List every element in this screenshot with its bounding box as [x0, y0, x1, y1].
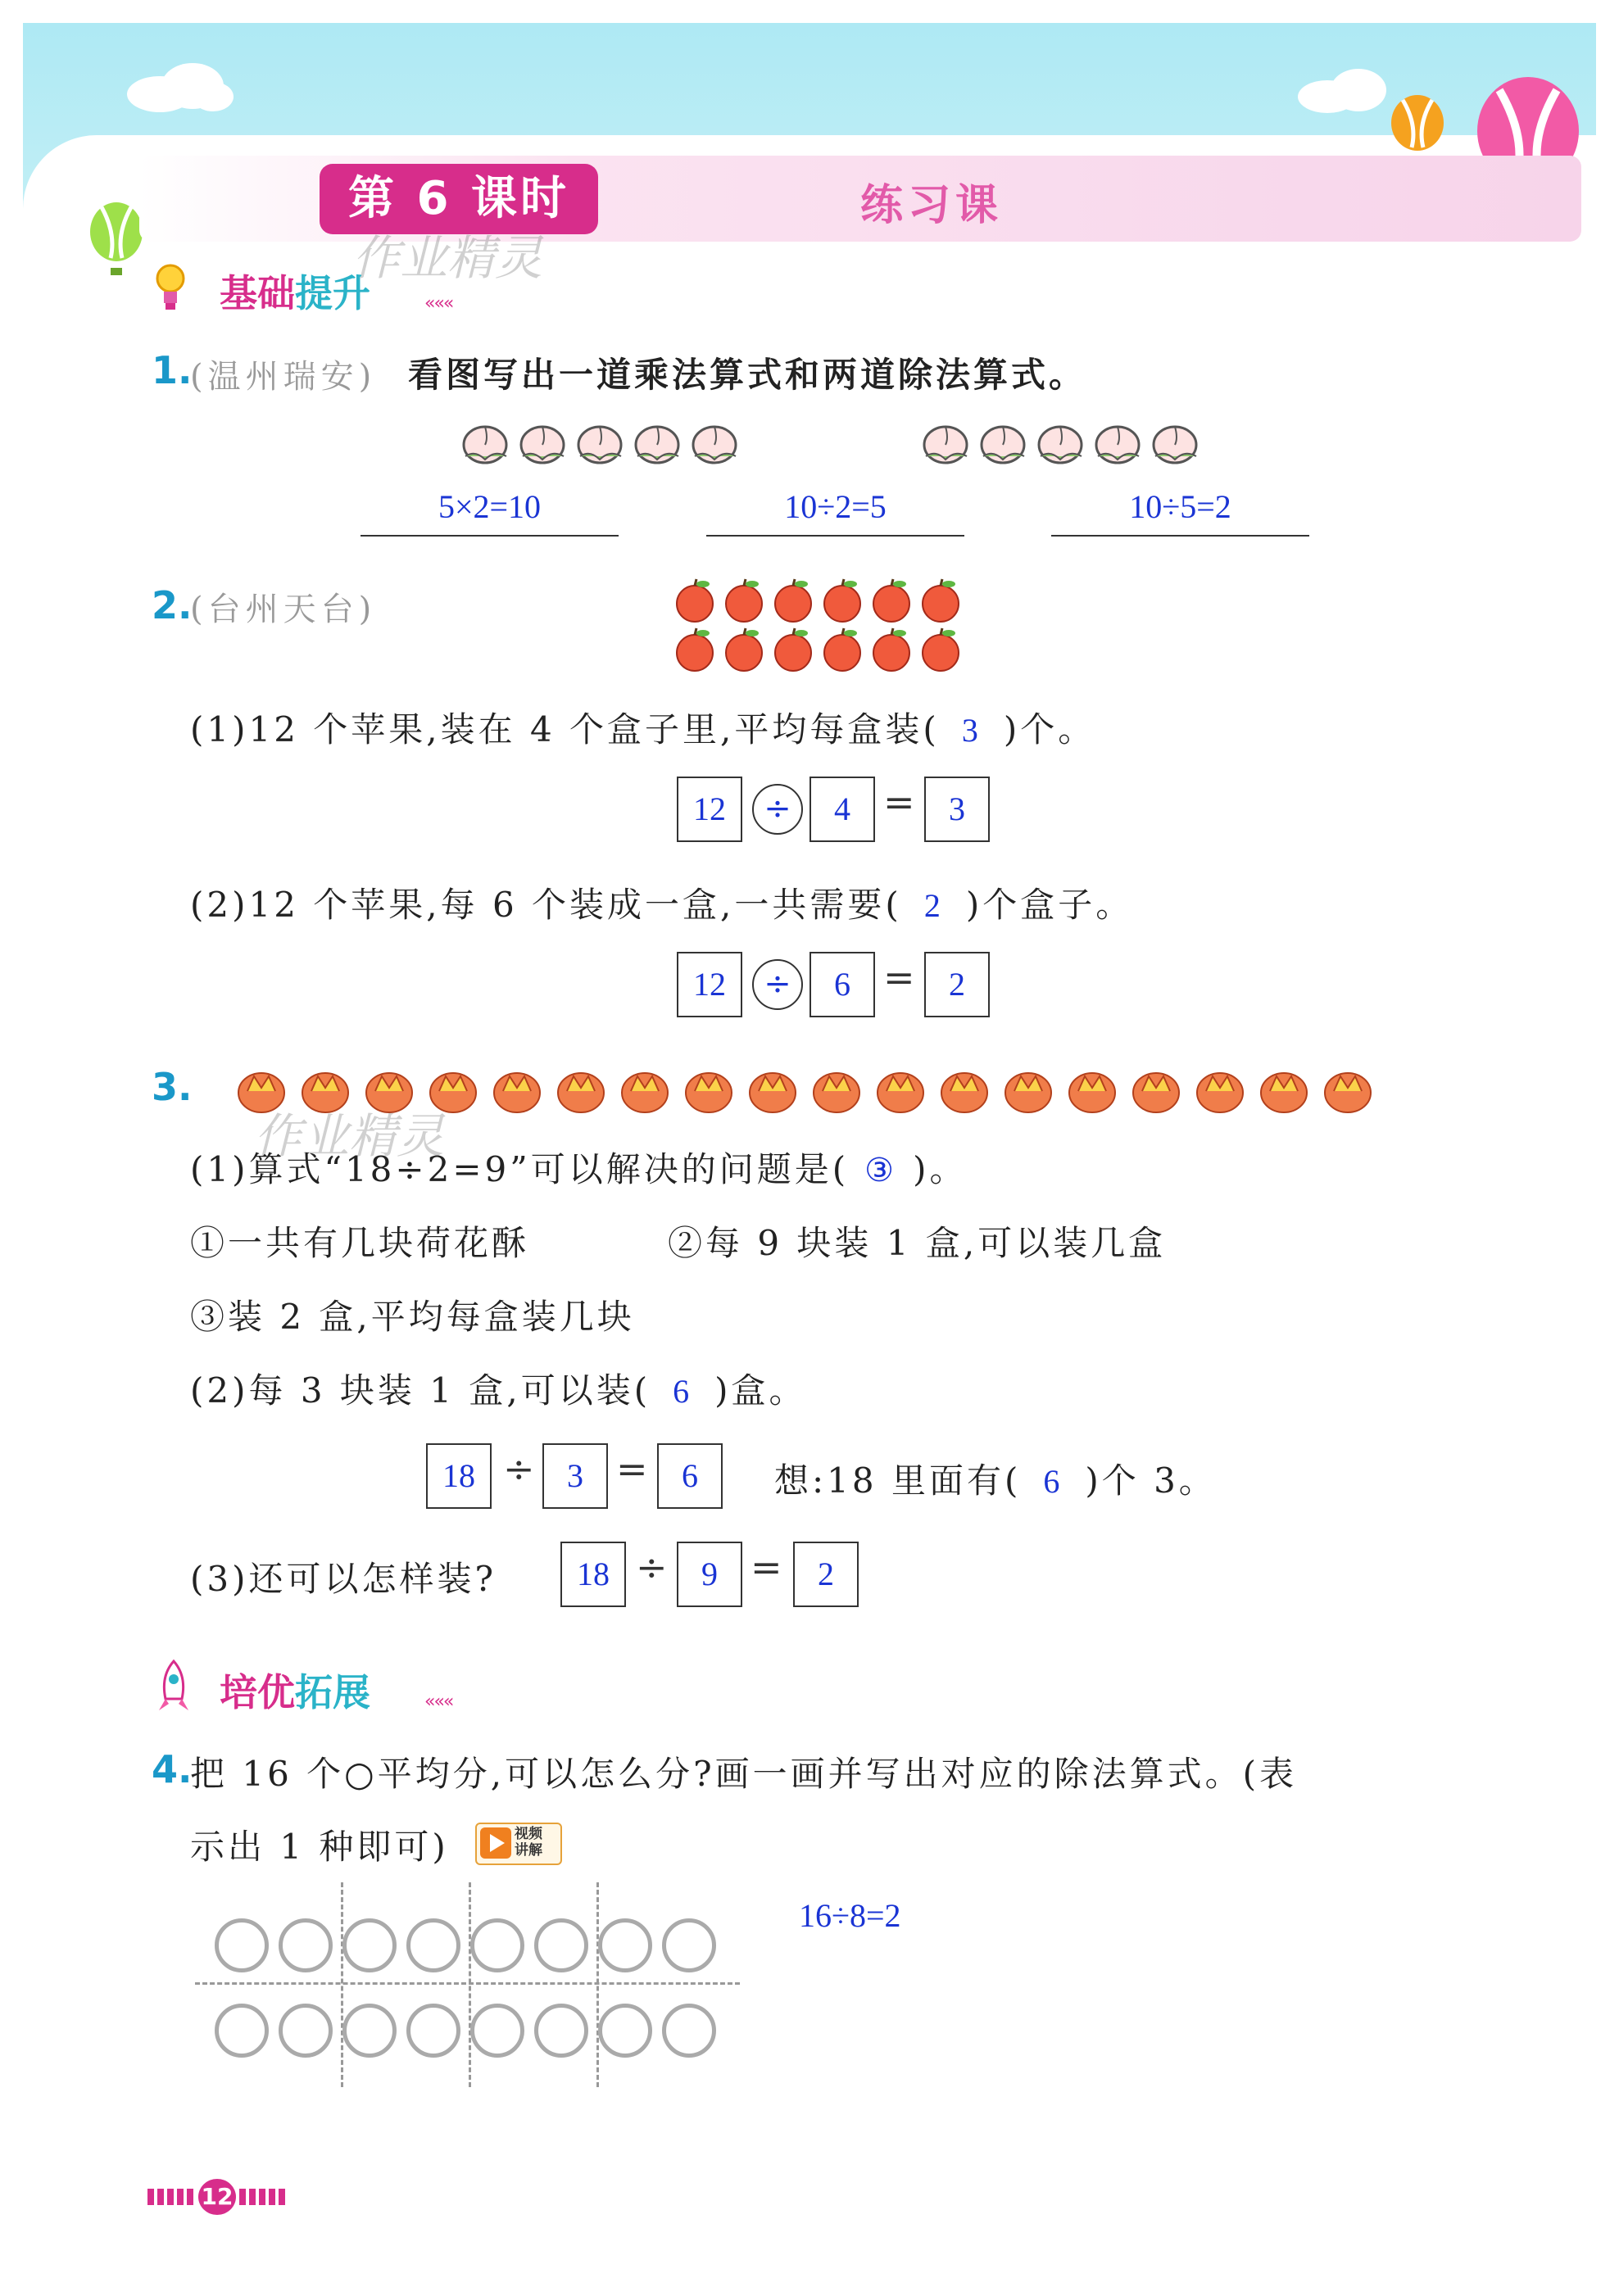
- q3-option-3: ③装 2 盒,平均每盒装几块: [190, 1297, 635, 1337]
- circle: [534, 1918, 588, 1972]
- q2-part1-text: (1)12 个苹果,装在 4 个盒子里,平均每盒装(: [190, 709, 940, 749]
- section-title-part: 基础: [220, 271, 295, 315]
- circle: [598, 1918, 652, 1972]
- q3-think-text: 想:18 里面有(: [774, 1460, 1022, 1501]
- question-number: 3.: [152, 1065, 193, 1109]
- answer-line: [706, 535, 964, 537]
- q2-part2-answer: 2: [923, 887, 944, 924]
- equals-sign: =: [883, 780, 915, 824]
- circle: [598, 2004, 652, 2058]
- q2-part2: [190, 878, 1133, 927]
- equation-box: 12: [677, 777, 742, 842]
- peach-group-illustration: [459, 414, 754, 471]
- play-icon: [480, 1827, 511, 1859]
- watermark: 作业精灵: [254, 1108, 445, 1164]
- page-number: 12: [198, 2179, 236, 2215]
- section-title-basic: [220, 264, 370, 318]
- video-label: [515, 1826, 542, 1859]
- circle: [470, 1918, 524, 1972]
- lesson-badge: 第 6 课时: [320, 164, 598, 234]
- q3-part1: [190, 1143, 967, 1192]
- lesson-subtitle: 练习课: [860, 181, 1004, 230]
- section-arrows: «««: [424, 293, 453, 314]
- q1-answer-3: 10÷5=2: [1129, 488, 1231, 525]
- circle: [406, 2004, 460, 2058]
- answer-line: [1051, 535, 1309, 537]
- equation-box: 6: [810, 952, 875, 1017]
- answer-line: [361, 535, 619, 537]
- apples-illustration: [672, 577, 967, 680]
- page-number-badge: [147, 2179, 303, 2215]
- decor-stripes: [147, 2189, 197, 2205]
- q2-part2-text: )个盒子。: [965, 885, 1134, 925]
- circle: [534, 2004, 588, 2058]
- q3-option-2: ②每 9 块装 1 盒,可以装几盒: [668, 1223, 1167, 1263]
- q3-option-1: ①一共有几块荷花酥: [190, 1223, 530, 1263]
- video-label-line: 视频: [515, 1826, 542, 1842]
- q3-part1-answer: ③: [864, 1152, 898, 1189]
- equation-box: 18: [426, 1443, 492, 1509]
- circle: [406, 1918, 460, 1972]
- q3-think-text: )个 3。: [1085, 1460, 1217, 1501]
- q3-part2-answer: 6: [673, 1373, 693, 1410]
- operator-circle: ÷: [752, 959, 803, 1010]
- q2-part1: [190, 703, 1095, 752]
- equals-sign: =: [616, 1447, 648, 1491]
- dividing-line: [469, 1882, 471, 2087]
- video-explain-button[interactable]: [475, 1823, 562, 1865]
- equation-box: 2: [793, 1542, 859, 1607]
- equation-box: 12: [677, 952, 742, 1017]
- circle: [342, 1918, 397, 1972]
- cloud-icon: [123, 57, 238, 115]
- q4-answer: 16÷8=2: [799, 1897, 901, 1934]
- equation-box: 6: [657, 1443, 723, 1509]
- circle: [215, 2004, 269, 2058]
- circle: [662, 1918, 716, 1972]
- question-prompt: 看图写出一道乘法算式和两道除法算式。: [408, 355, 1087, 395]
- decor-stripes: [239, 2189, 288, 2205]
- operator-circle: ÷: [752, 784, 803, 835]
- divide-sign: ÷: [503, 1447, 535, 1491]
- dividing-line: [596, 1882, 599, 2087]
- circle: [662, 2004, 716, 2058]
- equation-box: 3: [924, 777, 990, 842]
- section-title-advanced: [220, 1663, 370, 1717]
- question-number: 2.: [152, 583, 193, 627]
- circle: [342, 2004, 397, 2058]
- q3-think-answer: 6: [1043, 1463, 1063, 1500]
- q3-part2: [190, 1364, 806, 1413]
- watermark: 作业精灵: [352, 230, 543, 286]
- q2-part1-answer: 3: [961, 712, 982, 749]
- equation-box: 9: [677, 1542, 742, 1607]
- dividing-line: [341, 1882, 343, 2087]
- equation-box: 4: [810, 777, 875, 842]
- section-arrows: «««: [424, 1691, 453, 1712]
- divide-sign: ÷: [636, 1545, 668, 1589]
- q2-part1-text: )个。: [1003, 709, 1096, 749]
- peach-group-illustration: [919, 414, 1214, 471]
- q3-part3-text: (3)还可以怎样装?: [190, 1559, 497, 1599]
- dividing-line: [195, 1982, 740, 1985]
- q3-part2-text: )盒。: [714, 1370, 807, 1411]
- rocket-icon: [156, 1658, 192, 1719]
- circle: [215, 1918, 269, 1972]
- q4-prompt-line1: 把 16 个○平均分,可以怎么分?画一画并写出对应的除法算式。(表: [190, 1754, 1298, 1794]
- circle: [279, 2004, 333, 2058]
- section-title-part: 拓展: [295, 1670, 370, 1714]
- circle: [470, 2004, 524, 2058]
- q3-part2-text: (2)每 3 块装 1 盒,可以装(: [190, 1370, 651, 1411]
- section-title-part: 提升: [295, 271, 370, 315]
- q1-answer-2: 10÷2=5: [784, 488, 887, 525]
- question-source: (台州天台): [190, 591, 377, 628]
- equals-sign: =: [751, 1545, 782, 1589]
- equation-box: 18: [560, 1542, 626, 1607]
- q1-answer-1: 5×2=10: [438, 488, 542, 525]
- q3-think: [774, 1454, 1217, 1503]
- q2-part2-text: (2)12 个苹果,每 6 个装成一盒,一共需要(: [190, 885, 902, 925]
- lightbulb-icon: [152, 260, 188, 313]
- section-title-part: 培优: [220, 1670, 295, 1714]
- circle: [279, 1918, 333, 1972]
- equals-sign: =: [883, 955, 915, 999]
- q3-part1-text: (1)算式“18÷2=9”可以解决的问题是(: [190, 1149, 850, 1189]
- equation-box: 3: [542, 1443, 608, 1509]
- q3-part1-text: )。: [913, 1149, 968, 1189]
- q4-prompt-line2: 示出 1 种即可): [190, 1827, 449, 1867]
- question-source: (温州瑞安): [190, 358, 377, 396]
- video-label-line: 讲解: [515, 1842, 542, 1859]
- circle-drawing-area: [195, 1882, 740, 2087]
- question-number: 4.: [152, 1747, 193, 1791]
- equation-box: 2: [924, 952, 990, 1017]
- question-number: 1.: [152, 348, 193, 392]
